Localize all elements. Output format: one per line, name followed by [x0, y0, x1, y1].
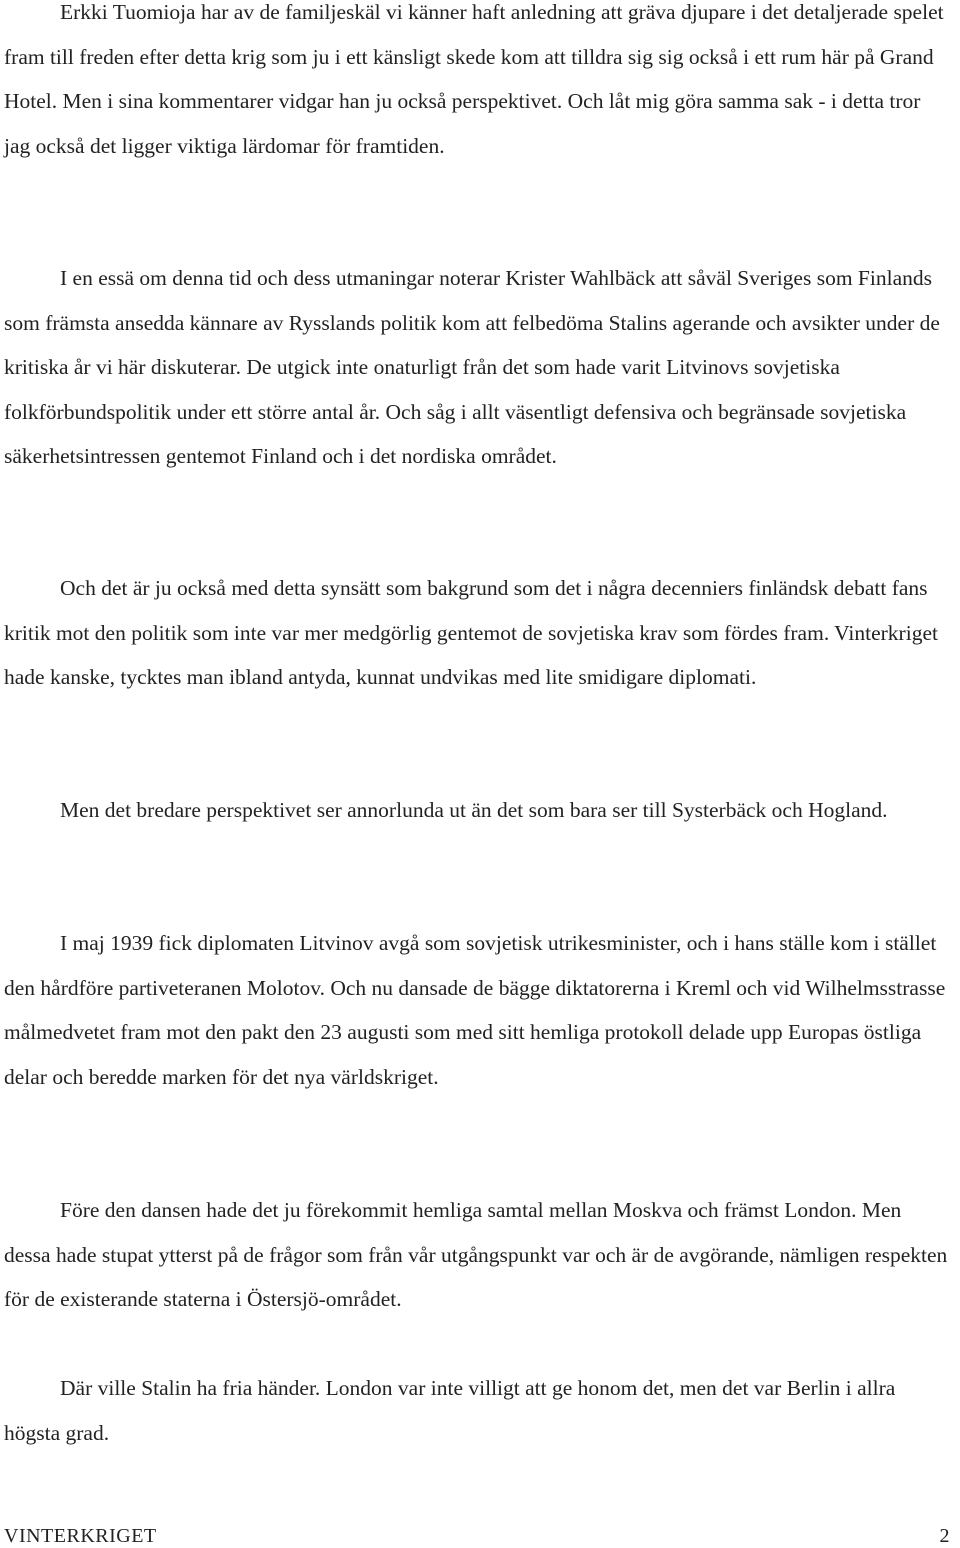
paragraph-6: Före den dansen hade det ju förekommit hemliga samtal mellan Moskva och främst London. Men dessa hade stupat ytterst på de frågor som från vår utgångspunkt var och är de avgörande, nämligen respekten för de existerande staterna i Östersjö-området.: [4, 1198, 948, 1311]
paragraph-7: Där ville Stalin ha fria händer. London var inte villigt att ge honom det, men det var Berlin i allra högsta grad.: [4, 1376, 896, 1445]
paragraph-1: Erkki Tuomioja har av de familjeskäl vi känner haft anledning att gräva djupare i det detaljerade spelet fram till freden efter detta krig som ju i ett känsligt skede kom att tilldra sig sig också i ett rum här på Grand Hotel. Men i sina kommentarer vidgar han ju också perspektivet. Och låt mig göra samma sak - i detta tror jag också det ligger viktiga lärdomar för framtiden.: [4, 0, 944, 158]
paragraph-4: Men det bredare perspektivet ser annorlunda ut än det som bara ser till Systerbäck och Hogland.: [60, 798, 888, 822]
paragraph-3: Och det är ju också med detta synsätt som bakgrund som det i några decenniers finländsk debatt fans kritik mot den politik som inte var mer medgörlig gentemot de sovjetiska krav som fördes fram. Vinterkriget hade kanske, tycktes man ibland antyda, kunnat undvikas med lite smidigare diplomati.: [4, 576, 938, 689]
paragraph-5: I maj 1939 fick diplomaten Litvinov avgå som sovjetisk utrikesminister, och i hans ställe kom i stället den hårdföre partiveteranen Molotov. Och nu dansade de bägge diktatorerna i Kreml och vid Wilhelmsstrasse målmedvetet fram mot den pakt den 23 augusti som med sitt hemliga protokoll delade upp Europas östliga delar och beredde marken för det nya världskriget.: [4, 931, 946, 1089]
page-footer: [4, 1524, 950, 1548]
page-number: 2: [939, 1525, 950, 1547]
paragraph-2: I en essä om denna tid och dess utmaningar noterar Krister Wahlbäck att såväl Sveriges som Finlands som främsta ansedda kännare av Rysslands politik kom att felbedöma Stalins agerande och avsikter under de kritiska år vi här diskuterar. De utgick inte onaturligt från det som hade varit Litvinovs sovjetiska folkförbundspolitik under ett större antal år. Och såg i allt väsentligt defensiva och begränsade sovjetiska säkerhetsintressen gentemot Finland och i det nordiska området.: [4, 266, 940, 468]
footer-title: VINTERKRIGET: [4, 1525, 157, 1547]
